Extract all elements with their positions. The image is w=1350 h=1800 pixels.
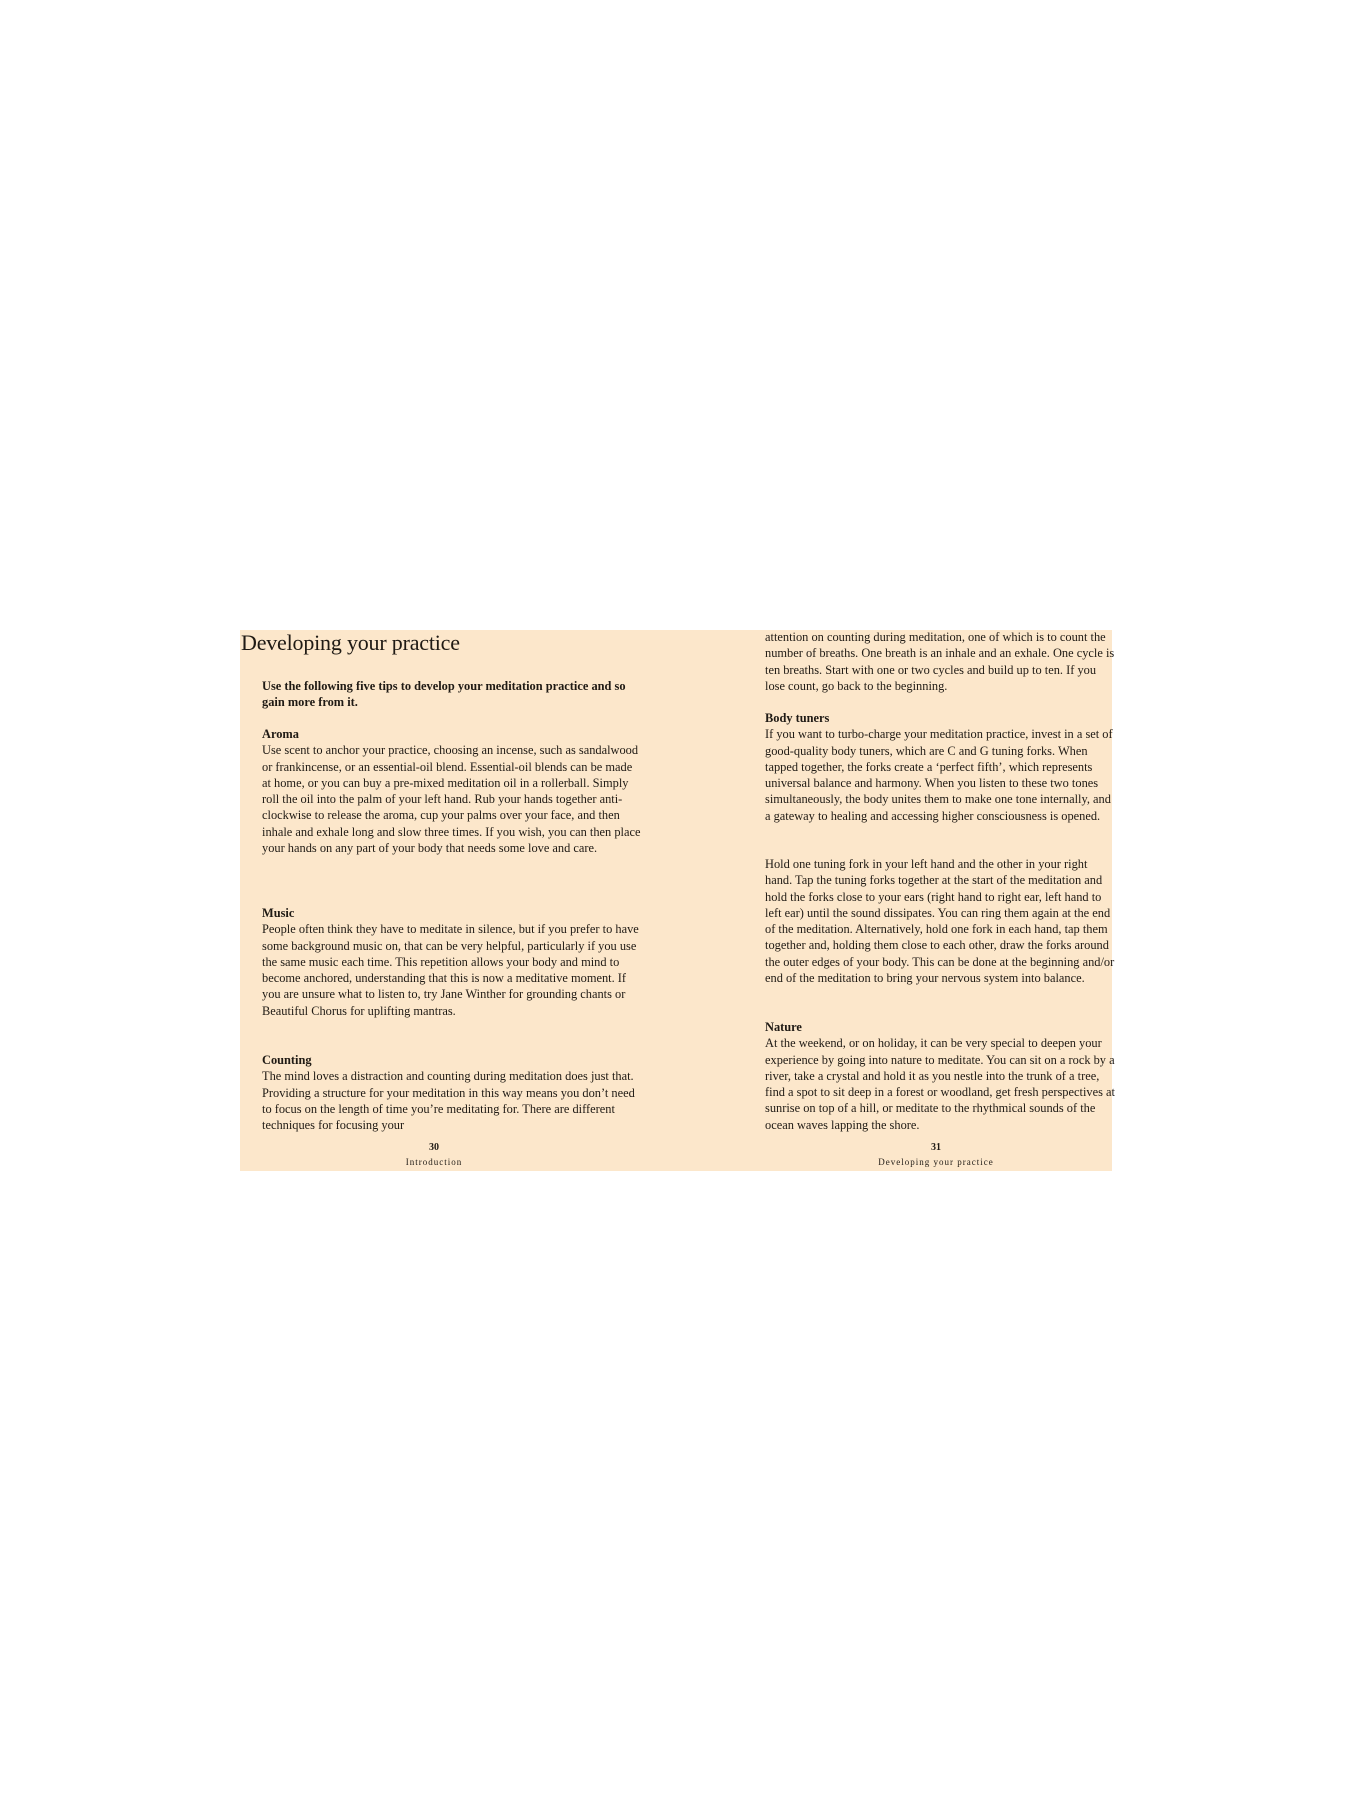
running-foot-left: Introduction (405, 1157, 463, 1167)
book-spread (240, 630, 1115, 1171)
counting-continued: attention on counting during meditation, one of which is to count the number of breaths. One breath is an inhale and an exhale. One cycle is ten breaths. Start with one or two cycles and build up to ten. If you lose count, go back to the beginning. (765, 630, 1115, 693)
body-tuners-heading: Body tuners (765, 711, 830, 725)
counting-body: The mind loves a distraction and counting during meditation does just that. Providing a structure for your meditation in this way means you don’t need to focus on the length of time you’re meditating for. There are different techniques for focusing your (262, 1069, 635, 1133)
counting-heading: Counting (262, 1053, 312, 1067)
right-page (676, 630, 1115, 1171)
body-tuners-body: If you want to turbo-charge your meditation practice, invest in a set of good-quality body tuners, which are C and G tuning forks. When tapped together, the forks create a ‘perfect fifth’, which represents universal balance and harmony. When you listen to these two tones simultaneously, the body unites them to make one tone internally, and a gateway to healing and accessing higher consciousness is opened. (765, 727, 1113, 823)
aroma-heading: Aroma (262, 727, 299, 741)
nature-section (765, 1019, 1115, 1133)
body-tuners-body-2: Hold one tuning fork in your left hand and the other in your right hand. Tap the tuning forks together at the start of the meditation and hold the forks close to your ears (right hand to right ear, left hand to left ear) until the sound dissipates. You can ring them again at the end of the meditation. Alternatively, hold one fork in each hand, tap them together and, holding them close to each other, draw the forks around the outer edges of your body. This can be done at the beginning and/or end of the meditation to bring your nervous system into balance. (765, 857, 1115, 986)
page-title: Developing your practice (241, 630, 460, 655)
left-page (240, 630, 676, 1171)
intro-paragraph: Use the following five tips to develop your meditation practice and so gain more from it. (262, 679, 626, 710)
nature-heading: Nature (765, 1020, 802, 1034)
nature-body: At the weekend, or on holiday, it can be very special to deepen your experience by going into nature to meditate. You can sit on a rock by a river, take a crystal and hold it as you nestle into the trunk of a tree, find a spot to sit deep in a forest or woodland, get fresh perspectives at sunrise on top of a hill, or meditate to the rhythmical sounds of the ocean waves lapping the shore. (765, 1036, 1115, 1132)
aroma-body: Use scent to anchor your practice, choosing an incense, such as sandalwood or frankincense, or an essential-oil blend. Essential-oil blends can be made at home, or you can buy a pre-mixed meditation oil in a rollerball. Simply roll the oil into the palm of your left hand. Rub your hands together anti-clockwise to release the aroma, cup your palms over your face, and then inhale and exhale long and slow three times. If you wish, you can then place your hands on any part of your body that needs some love and care. (262, 743, 641, 856)
music-heading: Music (262, 906, 295, 920)
running-foot-right: Developing your practice (878, 1157, 994, 1167)
music-section (262, 905, 642, 1019)
music-body: People often think they have to meditate in silence, but if you prefer to have some background music on, that can be very helpful, particularly if you use the same music each time. This repetition allows your body and mind to become anchored, understanding that this is now a meditative moment. If you are unsure what to listen to, try Jane Winther for grounding chants or Beautiful Chorus for uplifting mantras. (262, 922, 639, 1018)
page-number-right: 31 (931, 1142, 941, 1153)
body-tuners-section (765, 710, 1115, 824)
aroma-section (262, 726, 642, 856)
counting-section (262, 1052, 642, 1133)
page-number-left: 30 (429, 1142, 439, 1153)
